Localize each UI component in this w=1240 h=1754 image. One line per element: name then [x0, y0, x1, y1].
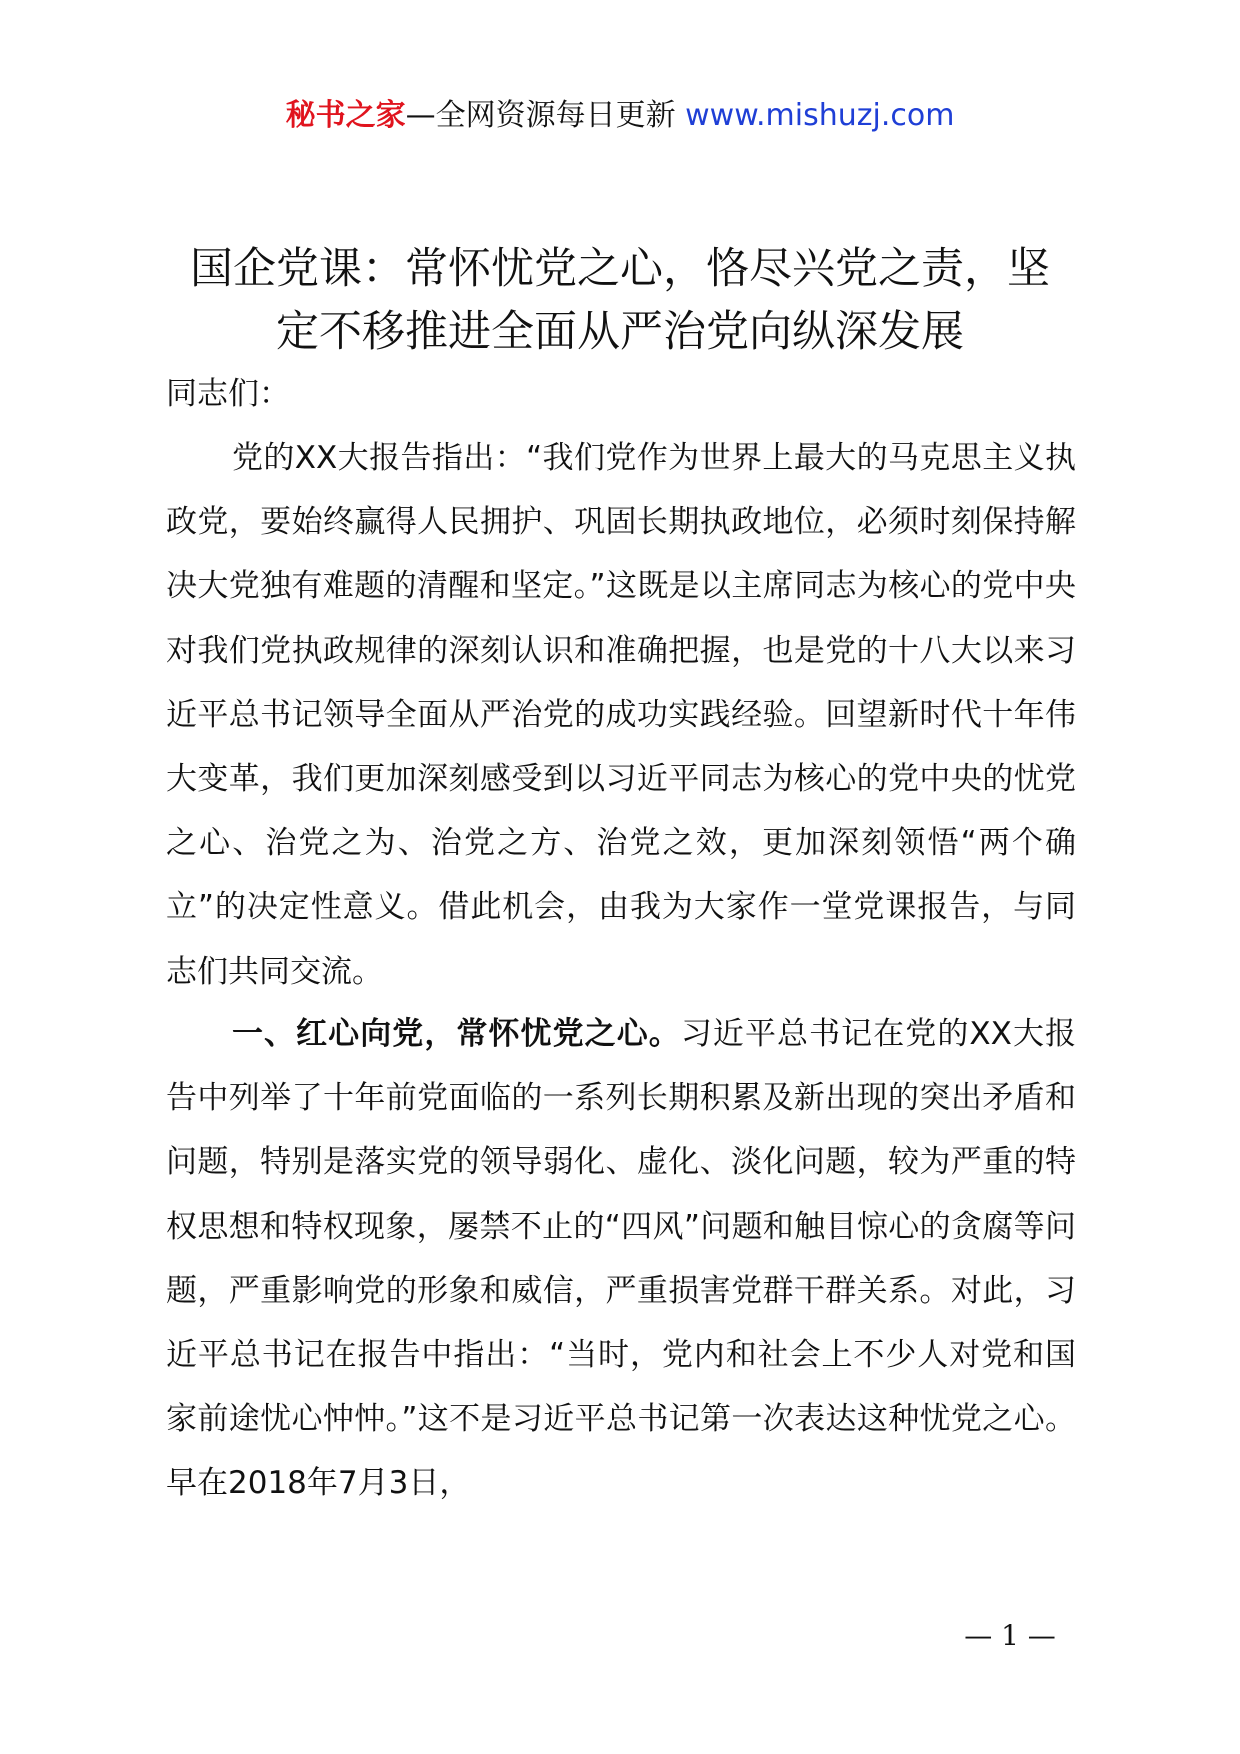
site-brand: 秘书之家 — [285, 98, 406, 133]
paragraph-1: 党的XX大报告指出：“我们党作为世界上最大的马克思主义执政党，要始终赢得人民拥护、巩固长期执政地位，必须时刻保持解决大党独有难题的清醒和坚定。”这既是以主席同志为核心的党中央对我们党执政规律的深刻认识和准确把握，也是党的十八大以来习近平总书记领导全面从严治党的成功实践经验。回望新时代十年伟大变革，我们更加深刻感受到以习近平同志为核心的党中央的忧党之心、治党之为、治党之方、治党之效，更加深刻领悟“两个确立”的决定性意义。借此机会，由我为大家作一堂党课报告，与同志们共同交流。 — [166, 440, 1076, 990]
salutation: 同志们： — [166, 376, 290, 412]
page-number: — 1 — — [964, 1619, 1056, 1652]
paragraph-2 — [166, 1002, 1076, 1516]
document-title — [150, 238, 1090, 364]
site-tagline: —全网资源每日更新 — [405, 98, 686, 133]
document-title-line-2: 定不移推进全面从严治党向纵深发展 — [276, 307, 964, 357]
site-url-link[interactable]: www.mishuzj.com — [685, 98, 955, 133]
paragraph-2-body: 习近平总书记在党的XX大报告中列举了十年前党面临的一系列长期积累及新出现的突出矛盾和问题，特别是落实党的领导弱化、虚化、淡化问题，较为严重的特权思想和特权现象，屡禁不止的“四风”问题和触目惊心的贪腐等问题，严重影响党的形象和威信，严重损害党群干群关系。对此，习近平总书记在报告中指出：“当时，党内和社会上不少人对党和国家前途忧心忡忡。”这不是习近平总书记第一次表达这种忧党之心。早在2018年7月3日， — [166, 1016, 1076, 1502]
section-heading-1: 一、红心向党，常怀忧党之心。 — [232, 1016, 681, 1052]
document-title-line-1: 国企党课：常怀忧党之心，恪尽兴党之责，坚 — [190, 244, 1050, 294]
site-header — [0, 96, 1240, 136]
